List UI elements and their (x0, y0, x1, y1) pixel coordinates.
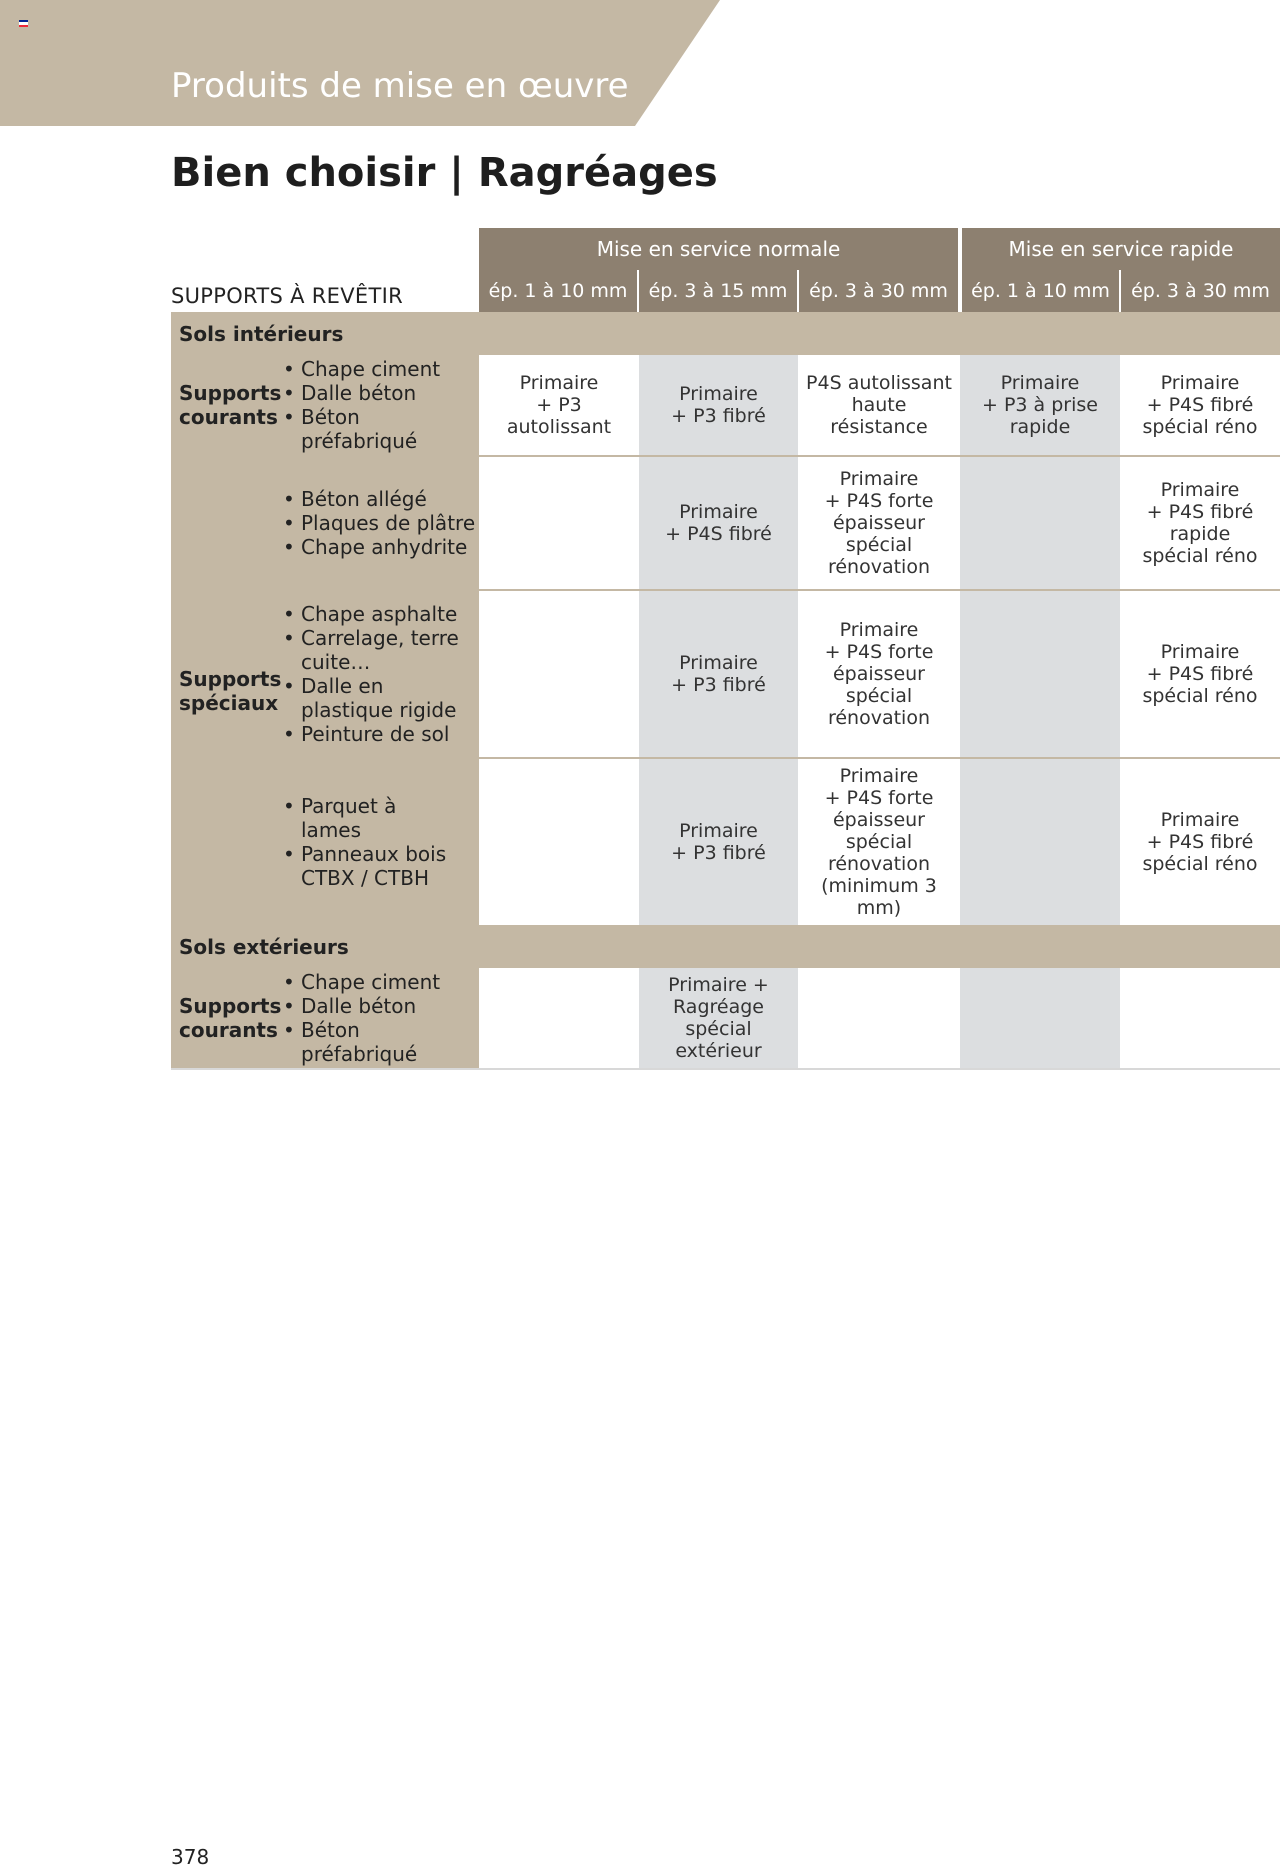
supports-list (281, 357, 479, 453)
table-cell: Primaire + P4S fibré rapide spécial réno (1142, 479, 1258, 567)
supports-list (281, 602, 471, 746)
table-cell: Primaire + P3 fibré (671, 820, 766, 864)
support-item: • Parquet à lames (281, 794, 461, 842)
table-cell (960, 759, 1120, 925)
row-group-label: Supports spéciaux (171, 457, 281, 925)
supports-list (281, 487, 475, 559)
column-header: ép. 3 à 15 mm (639, 270, 797, 312)
table-cell: Primaire + P3 à prise rapide (982, 372, 1098, 438)
table-cell: Primaire + P4S forte épaisseur spécial rénovation (824, 468, 934, 578)
row-group-label: Supports courants (171, 968, 281, 1068)
column-header: ép. 1 à 10 mm (479, 270, 637, 312)
support-item: • Panneaux bois CTBX / CTBH (281, 842, 461, 890)
column-divider (637, 270, 639, 312)
column-header: ép. 3 à 30 mm (1121, 270, 1280, 312)
page-title: Bien choisir | Ragréages (171, 150, 718, 196)
supports-cell (281, 759, 479, 925)
supports-cell (281, 355, 479, 455)
column-header: ép. 1 à 10 mm (962, 270, 1119, 312)
supports-list (281, 970, 479, 1066)
support-item: • Béton préfabriqué (281, 1018, 479, 1066)
support-item: • Chape anhydrite (281, 535, 475, 559)
supports-cell (281, 457, 479, 589)
support-item: • Plaques de plâtre (281, 511, 475, 535)
table-cell: Primaire + P4S fibré spécial réno (1142, 809, 1258, 875)
table-cell (960, 457, 1120, 589)
page-number: 378 (171, 1845, 210, 1869)
table-cell (479, 457, 639, 589)
supports-cell (281, 591, 479, 757)
table-cell: Primaire + Ragréage spécial extérieur (668, 974, 769, 1062)
table-cell: P4S autolissant haute résistance (806, 372, 952, 438)
table-cell: Primaire + P4S fibré spécial réno (1142, 641, 1258, 707)
table-cell (960, 968, 1120, 1068)
supports-list (281, 794, 461, 890)
table-cell (960, 591, 1120, 757)
column-divider (797, 270, 799, 312)
support-item: • Dalle béton (281, 381, 479, 405)
table-cell: Primaire + P4S fibré spécial réno (1142, 372, 1258, 438)
support-item: • Béton préfabriqué (281, 405, 479, 453)
table-cell: Primaire + P3 fibré (671, 652, 766, 696)
group-header-normal: Mise en service normale (479, 228, 958, 270)
support-item: • Chape ciment (281, 357, 479, 381)
section-header-interieurs: Sols intérieurs (171, 312, 1280, 355)
support-item: • Chape ciment (281, 970, 479, 994)
section-banner (0, 0, 720, 126)
table-cell: Primaire + P3 autolissant (506, 372, 612, 438)
support-item: • Dalle en plastique rigide (281, 674, 471, 722)
support-item: • Peinture de sol (281, 722, 471, 746)
support-item: • Carrelage, terre cuite… (281, 626, 471, 674)
support-item: • Dalle béton (281, 994, 479, 1018)
group-divider (958, 228, 962, 312)
table-cell (479, 968, 639, 1068)
table-bottom-border (171, 1068, 1280, 1070)
section-header-exterieurs: Sols extérieurs (171, 925, 1280, 968)
support-item: • Béton allégé (281, 487, 475, 511)
section-title: Produits de mise en œuvre (171, 66, 629, 106)
table-cell: Primaire + P4S forte épaisseur spécial rénovation (minimum 3 mm) (821, 765, 937, 919)
row-group-label: Supports courants (171, 355, 281, 455)
french-flag-icon (19, 20, 28, 27)
table-cell (479, 759, 639, 925)
group-header-rapide: Mise en service rapide (962, 228, 1280, 270)
support-item: • Chape asphalte (281, 602, 471, 626)
table-cell (798, 968, 960, 1068)
supports-label: SUPPORTS À REVÊTIR (171, 284, 404, 308)
table-cell: Primaire + P3 fibré (671, 383, 766, 427)
supports-cell (281, 968, 479, 1068)
column-divider (1119, 270, 1121, 312)
table-cell: Primaire + P4S fibré (665, 501, 772, 545)
table-cell (1120, 968, 1280, 1068)
table-cell (479, 591, 639, 757)
column-header: ép. 3 à 30 mm (799, 270, 958, 312)
table-cell: Primaire + P4S forte épaisseur spécial rénovation (824, 619, 934, 729)
